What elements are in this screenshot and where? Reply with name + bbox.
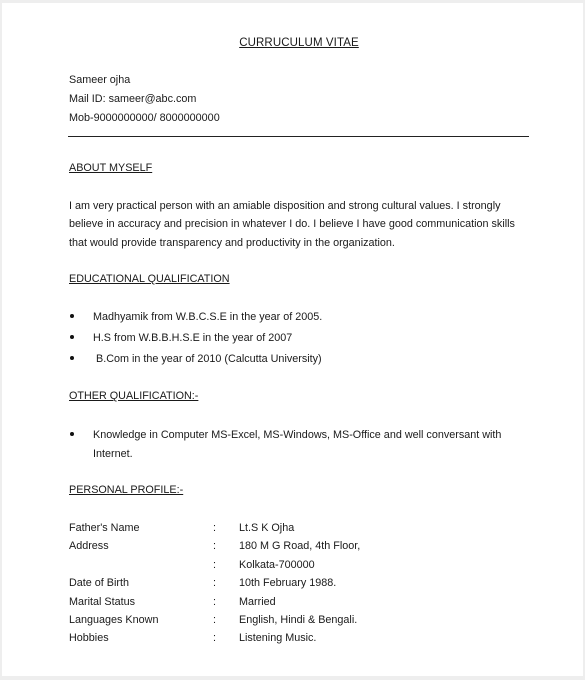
bullet-icon: [70, 432, 74, 436]
profile-value-address-cont: Kolkata-700000: [239, 559, 315, 571]
contact-name: Sameer ojha: [69, 74, 131, 86]
profile-value-dob: 10th February 1988.: [239, 577, 337, 589]
other-item-line-2: Internet.: [93, 448, 133, 460]
education-item-3: B.Com in the year of 2010 (Calcutta University): [96, 353, 322, 365]
bullet-icon: [70, 314, 74, 318]
about-line-3: that would provide transparency and productivity in the organization.: [69, 237, 395, 249]
about-line-2: believe in accuracy and precision in whatever I do. I believe I have good communication skills: [69, 218, 515, 230]
profile-label-dob: Date of Birth: [69, 577, 130, 589]
page-edge-bottom: [0, 676, 585, 680]
profile-colon: :: [213, 614, 216, 626]
profile-label-father: Father's Name: [69, 522, 140, 534]
document-title: CURRUCULUM VITAE: [239, 37, 359, 49]
profile-value-marital: Married: [239, 596, 276, 608]
bullet-icon: [70, 335, 74, 339]
profile-label-languages: Languages Known: [69, 614, 159, 626]
profile-value-languages: English, Hindi & Bengali.: [239, 614, 358, 626]
about-line-1: I am very practical person with an amiable disposition and strong cultural values. I strongly: [69, 200, 501, 212]
other-heading: OTHER QUALIFICATION:-: [69, 390, 199, 402]
profile-value-hobbies: Listening Music.: [239, 632, 317, 644]
profile-colon: :: [213, 522, 216, 534]
profile-label-hobbies: Hobbies: [69, 632, 109, 644]
page-edge-left: [0, 0, 2, 680]
profile-colon: :: [213, 596, 216, 608]
contact-mobile: Mob-9000000000/ 8000000000: [69, 112, 220, 124]
education-item-2: H.S from W.B.B.H.S.E in the year of 2007: [93, 332, 293, 344]
profile-value-father: Lt.S K Ojha: [239, 522, 295, 534]
profile-value-address: 180 M G Road, 4th Floor,: [239, 540, 361, 552]
other-item-line-1: Knowledge in Computer MS-Excel, MS-Windows, MS-Office and well conversant with: [93, 429, 502, 441]
bullet-icon: [70, 356, 74, 360]
profile-colon: :: [213, 577, 216, 589]
profile-colon: :: [213, 540, 216, 552]
education-heading: EDUCATIONAL QUALIFICATION: [69, 273, 230, 285]
about-heading: ABOUT MYSELF: [69, 162, 153, 174]
profile-colon: :: [213, 632, 216, 644]
profile-label-marital: Marital Status: [69, 596, 136, 608]
education-item-1: Madhyamik from W.B.C.S.E in the year of 2005.: [93, 311, 323, 323]
profile-label-address: Address: [69, 540, 109, 552]
header-divider: [68, 136, 529, 137]
profile-heading: PERSONAL PROFILE:-: [69, 484, 184, 496]
contact-mail: Mail ID: sameer@abc.com: [69, 93, 197, 105]
profile-colon: :: [213, 559, 216, 571]
page-edge-top: [0, 0, 585, 3]
